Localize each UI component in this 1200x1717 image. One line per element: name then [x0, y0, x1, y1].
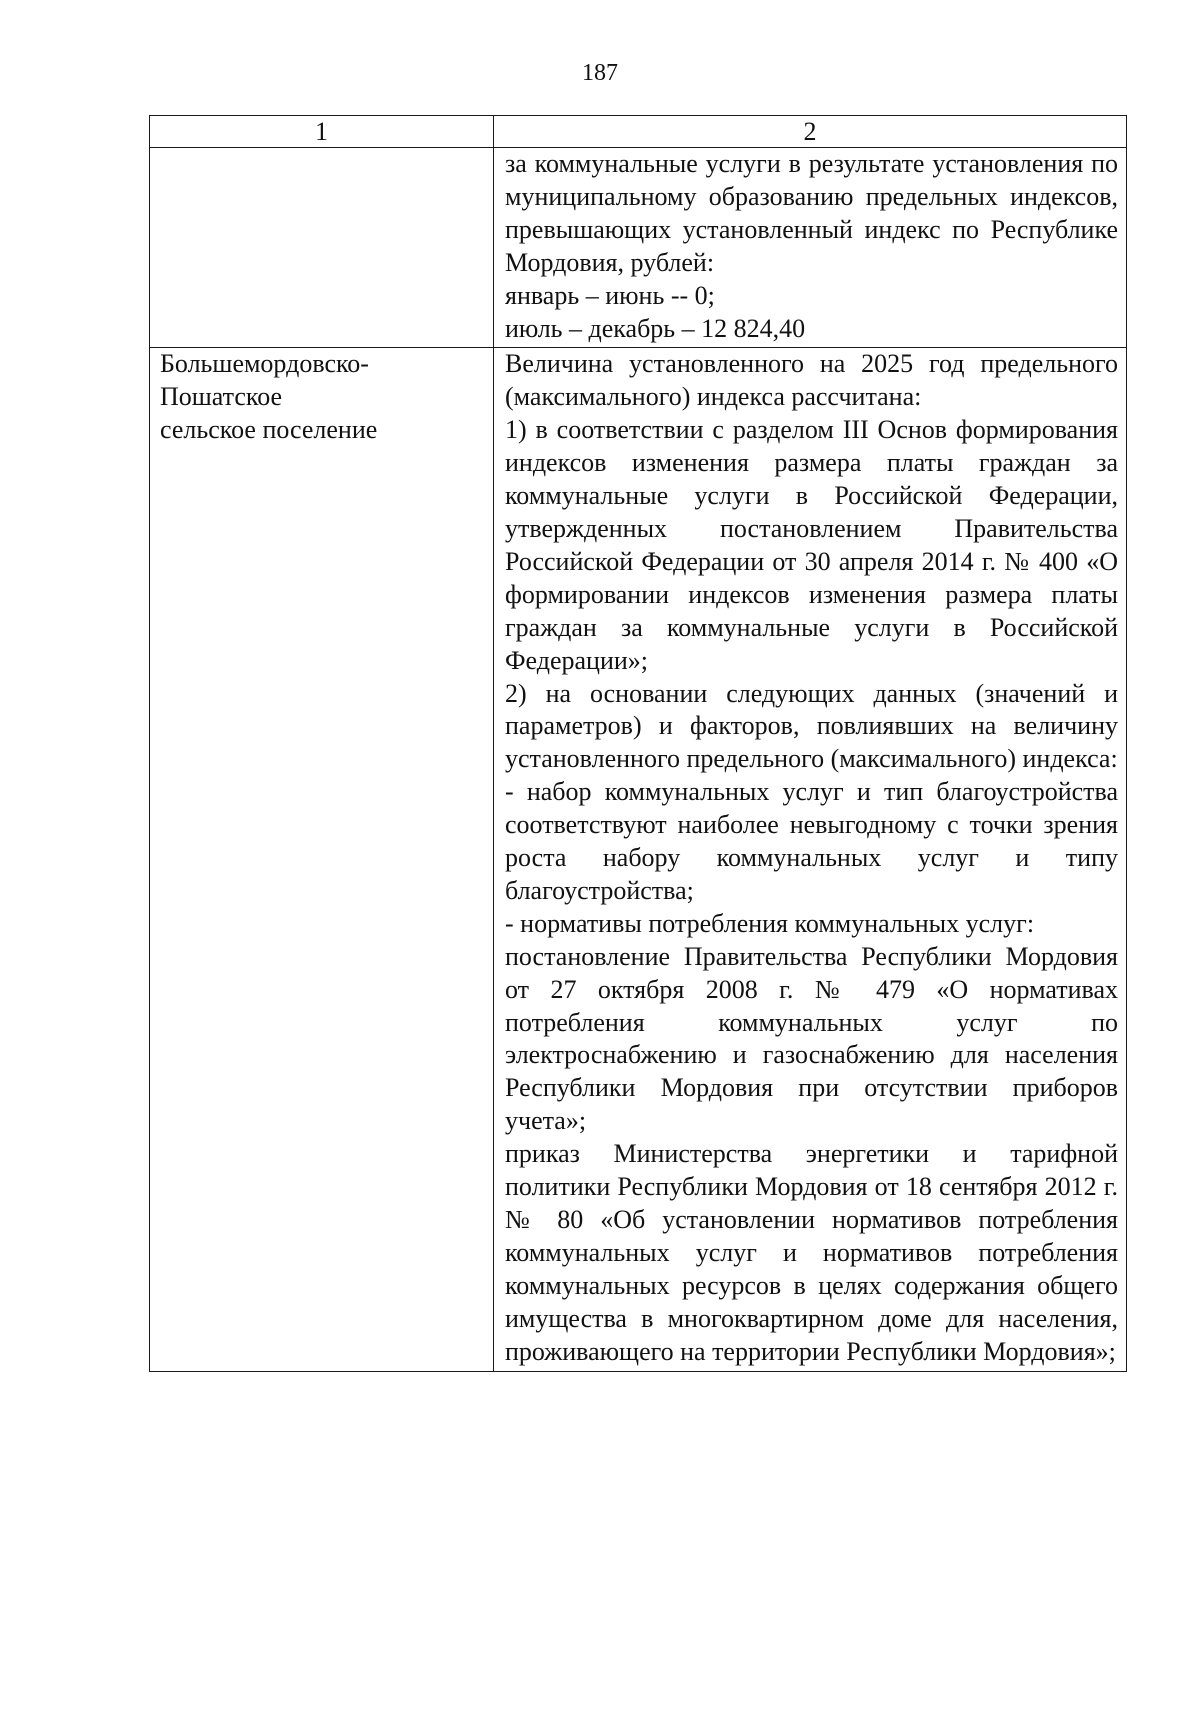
settlement-name-cell [150, 148, 494, 348]
paragraph: за коммунальные услуги в результате установления по муниципальному образованию предельных индексов, превышающих установленный индекс по Республике Мордовия, рублей: [505, 149, 1118, 277]
paragraph: постановление Правительства Республики Мордовия от 27 октября 2008 г. № 479 «О нормативах потребления коммунальных услуг по электроснабжению и газоснабжению для населения Республики Мордовия при отсутствии приборов учета»; [505, 941, 1118, 1136]
paragraph: Величина установленного на 2025 год предельного (максимального) индекса рассчитана: [505, 349, 1118, 412]
column-header-1: 1 [150, 116, 494, 148]
paragraph: - набор коммунальных услуг и тип благоустройства соответствуют наиболее невыгодному с точки зрения роста набору коммунальных услуг и типу благоустройства; [505, 777, 1118, 905]
settlement-name-line: Пошатское [160, 382, 283, 412]
paragraph: приказ Министерства энергетики и тарифной политики Республики Мордовия от 18 сентября 2012 г. № 80 «Об установлении нормативов потребления коммунальных услуг и нормативов потребления коммунальных ресурсов в целях содержания общего имущества в многоквартирном доме для населения, проживающего на территории Республики Мордовия»; [505, 1139, 1118, 1366]
paragraph: 2) на основании следующих данных (значений и параметров) и факторов, повлиявших на величину установленного предельного (максимального) индекса: [505, 678, 1118, 774]
description-cell [494, 348, 1127, 1371]
table-header-row [150, 116, 1127, 148]
data-table [149, 115, 1127, 1372]
column-header-2: 2 [494, 116, 1127, 148]
paragraph: январь – июнь -- 0; [505, 280, 715, 310]
settlement-name-line: сельское поселение [160, 415, 378, 445]
table-row [150, 148, 1127, 348]
page-number: 187 [582, 60, 618, 86]
settlement-name-line: Большемордовско- [160, 349, 369, 379]
paragraph: июль – декабрь – 12 824,40 [505, 313, 806, 343]
paragraph: 1) в соответствии с разделом III Основ формирования индексов изменения размера платы граждан за коммунальные услуги в Российской Федерации, утвержденных постановлением Правительства Российской Федерации от 30 апреля 2014 г. № 400 «О формировании индексов изменения размера платы граждан за коммунальные услуги в Российской Федерации»; [505, 415, 1118, 675]
settlement-name-cell [150, 348, 494, 1371]
table-row [150, 348, 1127, 1371]
paragraph: - нормативы потребления коммунальных услуг: [505, 908, 1035, 938]
description-cell [494, 148, 1127, 348]
